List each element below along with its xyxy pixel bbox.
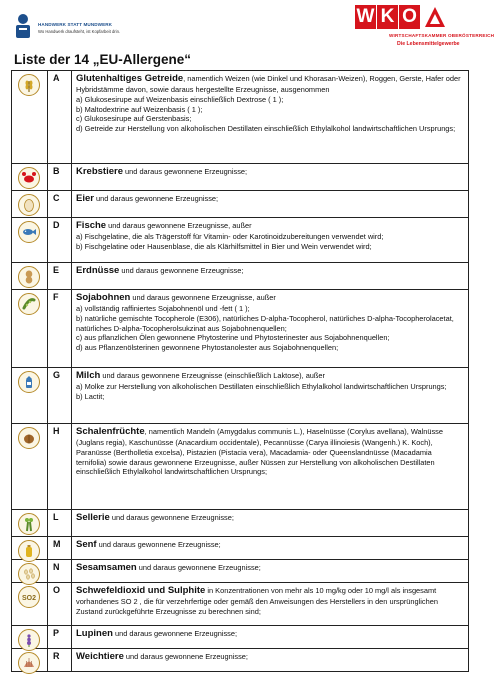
allergen-description [72, 583, 469, 626]
allergen-letter: L [48, 510, 72, 537]
allergen-letter: G [48, 368, 72, 424]
allergen-icon-cell [12, 510, 48, 537]
milk-icon [18, 371, 40, 393]
allergen-exception-item: b) Maltodextrine auf Weizenbasis ( 1 ); [76, 104, 203, 114]
page-header [0, 0, 494, 52]
allergen-letter: E [48, 263, 72, 290]
allergen-letter: A [48, 71, 72, 164]
svg-text:SO2: SO2 [21, 595, 37, 602]
allergen-text: und daraus gewonnene Erzeugnisse; [119, 266, 244, 275]
allergen-text: , namentlich Weizen (wie Dinkel und Khorasan-Weizen), Roggen, Gerste, Hafer oder Hybridstämme davon, sowie daraus hergestellte Erzeugnisse, ausgenommen [76, 74, 461, 95]
allergen-letter: B [48, 164, 72, 191]
fish-icon [18, 221, 40, 243]
handwerk-logo-line1: HANDWERK STATT MUNDWERK [38, 22, 113, 27]
allergen-name: Schwefeldioxid und Sulphite [76, 585, 206, 596]
allergen-icon-cell [12, 290, 48, 368]
allergen-exception-item: c) aus pflanzlichen Ölen gewonnene Phytosterine und Phytosterinester aus Sojabohnenquellen; [76, 333, 390, 343]
allergen-text: und daraus gewonnene Erzeugnisse; [123, 167, 248, 176]
allergen-row [12, 560, 469, 583]
allergen-name: Erdnüsse [76, 265, 120, 276]
allergen-row [12, 290, 469, 368]
allergen-icon-cell [12, 263, 48, 290]
allergen-letter: C [48, 191, 72, 218]
mollusc-icon [18, 652, 40, 674]
allergen-name: Sellerie [76, 512, 110, 523]
allergen-name: Fische [76, 220, 107, 231]
allergen-text: und daraus gewonnene Erzeugnisse; [136, 563, 261, 572]
allergen-icon-cell [12, 164, 48, 191]
peanut-icon [18, 266, 40, 288]
allergen-description [72, 263, 469, 290]
allergen-letter: D [48, 218, 72, 263]
allergen-row [12, 626, 469, 649]
wko-letter-w: W [356, 6, 375, 27]
handwerk-logo [12, 10, 162, 44]
allergen-row [12, 263, 469, 290]
allergen-icon-cell [12, 218, 48, 263]
allergen-icon-cell [12, 649, 48, 672]
allergen-name: Sojabohnen [76, 292, 131, 303]
allergen-icon-cell [12, 71, 48, 164]
allergen-row [12, 510, 469, 537]
allergen-description [72, 218, 469, 263]
wko-line2: Die Lebensmittelgewerbe [397, 41, 460, 47]
allergen-row [12, 164, 469, 191]
allergen-text: und daraus gewonnene Erzeugnisse; [109, 513, 234, 522]
allergen-name: Eier [76, 193, 94, 204]
allergen-description [72, 626, 469, 649]
allergen-text: und daraus gewonnene Erzeugnisse; [112, 629, 238, 638]
allergen-description [72, 191, 469, 218]
allergen-exception-item: d) aus Pflanzenölsterinen gewonnene Phytostanolester aus Sojabohnenquellen; [76, 342, 339, 352]
allergen-row [12, 218, 469, 263]
allergen-text: und daraus gewonnene Erzeugnisse, außer [130, 293, 276, 302]
allergen-exception-item: a) Glukosesirupe auf Weizenbasis einschließlich Dextrose ( 1 ); [76, 94, 284, 104]
allergen-description [72, 537, 469, 560]
nut-icon [18, 427, 40, 449]
allergen-letter: F [48, 290, 72, 368]
so2-icon [18, 586, 40, 608]
allergen-name: Milch [76, 370, 101, 381]
allergen-letter: M [48, 537, 72, 560]
crab-icon [18, 167, 40, 189]
allergen-text: und daraus gewonnene Erzeugnisse; [93, 194, 219, 203]
allergen-letter: P [48, 626, 72, 649]
allergen-exception-item: a) Fischgelatine, die als Trägerstoff für Vitamin- oder Karotinoidzubereitungen verwendet wird; [76, 232, 384, 242]
allergen-exception-item: b) natürliche gemischte Tocopherole (E306), natürliches D-alpha-Tocopherol, natürliches D-alpha-Tocopherolacetat, natürliches D-alpha-Tocopherolsukzinat aus Sojabohnenquellen; [76, 313, 454, 333]
allergen-name: Sesamsamen [76, 562, 137, 573]
allergen-name: Krebstiere [76, 166, 123, 177]
allergen-description [72, 424, 469, 510]
allergen-text: und daraus gewonnene Erzeugnisse (einschließlich Laktose), außer [100, 371, 326, 380]
wko-letter-k: K [377, 5, 398, 29]
page-title: Liste der 14 „EU-Allergene“ [14, 52, 192, 67]
allergen-row [12, 424, 469, 510]
allergen-exception-item: b) Fischgelatine oder Hausenblase, die als Klärhilfsmittel in Bier und Wein verwendet wird; [76, 241, 372, 251]
wko-line1: WIRTSCHAFTSKAMMER OBERÖSTERREICH [389, 33, 494, 38]
allergen-name: Glutenhaltiges Getreide [76, 73, 184, 84]
allergen-exception-item: d) Getreide zur Herstellung von alkoholischen Destillaten einschließlich Ethylalkohol landwirtschaftlichen Ursprungs; [76, 123, 456, 133]
allergen-icon-cell [12, 424, 48, 510]
celery-icon [18, 513, 40, 535]
allergen-row [12, 191, 469, 218]
allergen-name: Schalenfrüchte [76, 426, 145, 437]
egg-icon [18, 194, 40, 216]
wheat-icon [18, 74, 40, 96]
wko-logo [355, 5, 494, 49]
allergen-icon-cell [12, 191, 48, 218]
allergen-row [12, 71, 469, 164]
allergen-exception-item: a) vollständig raffiniertes Sojabohnenöl und -fett ( 1 ); [76, 304, 250, 314]
allergen-row [12, 649, 469, 672]
allergen-name: Lupinen [76, 628, 113, 639]
allergen-row [12, 583, 469, 626]
allergen-row [12, 368, 469, 424]
allergen-text: und daraus gewonnene Erzeugnisse; [123, 652, 248, 661]
allergen-table [11, 70, 469, 672]
allergen-description [72, 649, 469, 672]
allergen-exception-item: c) Glukosesirupe auf Gerstenbasis; [76, 114, 192, 124]
allergen-row [12, 537, 469, 560]
allergen-letter: N [48, 560, 72, 583]
allergen-description [72, 164, 469, 191]
allergen-letter: R [48, 649, 72, 672]
allergen-description [72, 510, 469, 537]
allergen-exception-item: a) Molke zur Herstellung von alkoholischen Destillaten einschließlich Ethylalkohol landwirtschaftlichen Ursprungs; [76, 382, 447, 392]
allergen-name: Senf [76, 539, 97, 550]
handwerk-logo-icon [12, 12, 34, 40]
allergen-name: Weichtiere [76, 651, 124, 662]
allergen-icon-cell [12, 368, 48, 424]
soy-icon [18, 293, 40, 315]
allergen-description [72, 368, 469, 424]
handwerk-logo-line2: Wo Handwerk draufsteht, ist Kopfarbeit drin. [38, 29, 121, 34]
allergen-exception-item: b) Lactit; [76, 391, 105, 401]
allergen-description [72, 71, 469, 164]
allergen-text: und daraus gewonnene Erzeugnisse, außer [106, 221, 252, 230]
allergen-text: und daraus gewonnene Erzeugnisse; [96, 540, 221, 549]
allergen-text: , namentlich Mandeln (Amygdalus communis L.), Haselnüsse (Corylus avellana), Walnüsse (Juglans regia), Kaschunüsse (Anacardium occidentale), Pecannüsse (Carya illinoiesis (Wangenh.) K. Koch), Paranüsse (Bertholletia excelsa), Pistazien (Pistacia vera), Macadamia- oder Queenslandnüsse (Macadamia ternifolia) sowie daraus gewonnene Erzeugnisse, außer Nüssen zur Herstellung von alkoholischen Destillaten einschließlich Ethylalkohol landwirtschaftlichen Ursprungs; [76, 427, 443, 477]
wko-peak-icon [423, 5, 447, 29]
allergen-letter: O [48, 583, 72, 626]
allergen-text: in Konzentrationen von mehr als 10 mg/kg oder 10 mg/l als insgesamt vorhandenes SO 2 , die für verzehrfertige oder gemäß den Anweisungen des Herstellers in den ursprünglichen Zustand zurückgeführte Erzeugnisse zu berechnen sind; [76, 586, 438, 616]
allergen-letter: H [48, 424, 72, 510]
wko-letter-o: O [399, 5, 420, 29]
allergen-icon-cell [12, 560, 48, 583]
allergen-description [72, 290, 469, 368]
allergen-icon-cell [12, 537, 48, 560]
allergen-description [72, 560, 469, 583]
allergen-icon-cell [12, 583, 48, 626]
allergen-icon-cell [12, 626, 48, 649]
